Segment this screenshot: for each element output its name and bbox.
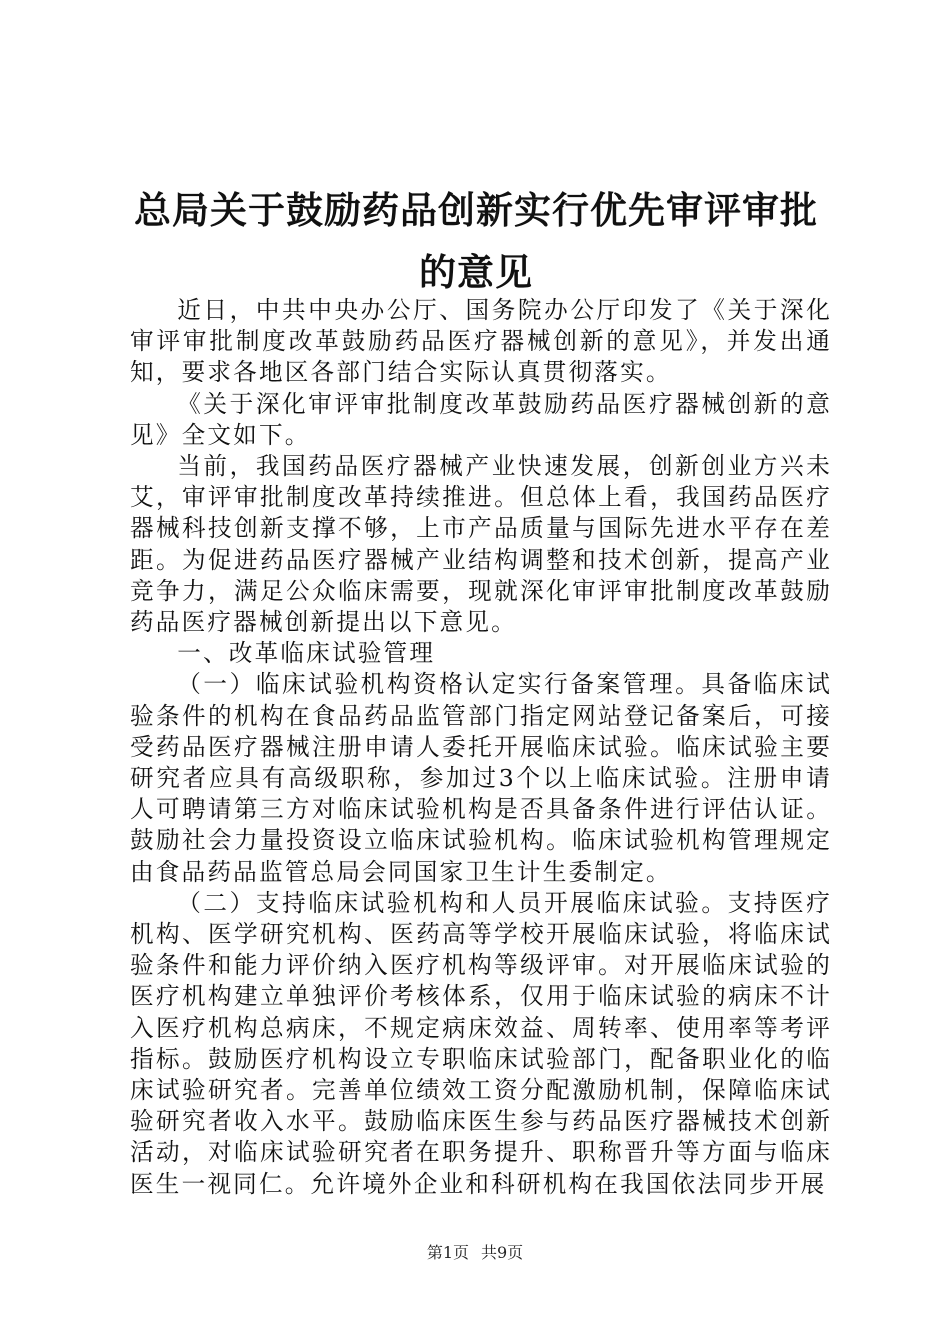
- document-body: [130, 295, 832, 1200]
- paragraph: （二）支持临床试验机构和人员开展临床试验。支持医疗机构、医学研究机构、医药高等学校开展临床试验，将临床试验条件和能力评价纳入医疗机构等级评审。对开展临床试验的医疗机构建立单独评价考核体系，仅用于临床试验的病床不计入医疗机构总病床，不规定病床效益、周转率、使用率等考评指标。鼓励医疗机构设立专职临床试验部门，配备职业化的临床试验研究者。完善单位绩效工资分配激励机制，保障临床试验研究者收入水平。鼓励临床医生参与药品医疗器械技术创新活动，对临床试验研究者在职务提升、职称晋升等方面与临床医生一视同仁。允许境外企业和科研机构在我国依法同步开展: [130, 888, 832, 1198]
- page-footer: [0, 1243, 950, 1263]
- paragraph: 《关于深化审评审批制度改革鼓励药品医疗器械创新的意见》全文如下。: [130, 389, 832, 449]
- paragraph: （一）临床试验机构资格认定实行备案管理。具备临床试验条件的机构在食品药品监管部门指定网站登记备案后，可接受药品医疗器械注册申请人委托开展临床试验。临床试验主要研究者应具有高级职称，参加过3个以上临床试验。注册申请人可聘请第三方对临床试验机构是否具备条件进行评估认证。鼓励社会力量投资设立临床试验机构。临床试验机构管理规定由食品药品监管总局会同国家卫生计生委制定。: [130, 670, 832, 886]
- page-number: 第1页: [426, 1243, 469, 1262]
- page-total: 共9页: [481, 1243, 524, 1262]
- paragraph: 近日，中共中央办公厅、国务院办公厅印发了《关于深化审评审批制度改革鼓励药品医疗器械创新的意见》，并发出通知，要求各地区各部门结合实际认真贯彻落实。: [130, 296, 832, 387]
- document-title: 总局关于鼓励药品创新实行优先审评审批的意见: [134, 189, 818, 294]
- paragraph: 当前，我国药品医疗器械产业快速发展，创新创业方兴未艾，审评审批制度改革持续推进。但总体上看，我国药品医疗器械科技创新支撑不够，上市产品质量与国际先进水平存在差距。为促进药品医疗器械产业结构调整和技术创新，提高产业竞争力，满足公众临床需要，现就深化审评审批制度改革鼓励药品医疗器械创新提出以下意见。: [130, 452, 832, 637]
- section-heading: 一、改革临床试验管理: [177, 639, 436, 668]
